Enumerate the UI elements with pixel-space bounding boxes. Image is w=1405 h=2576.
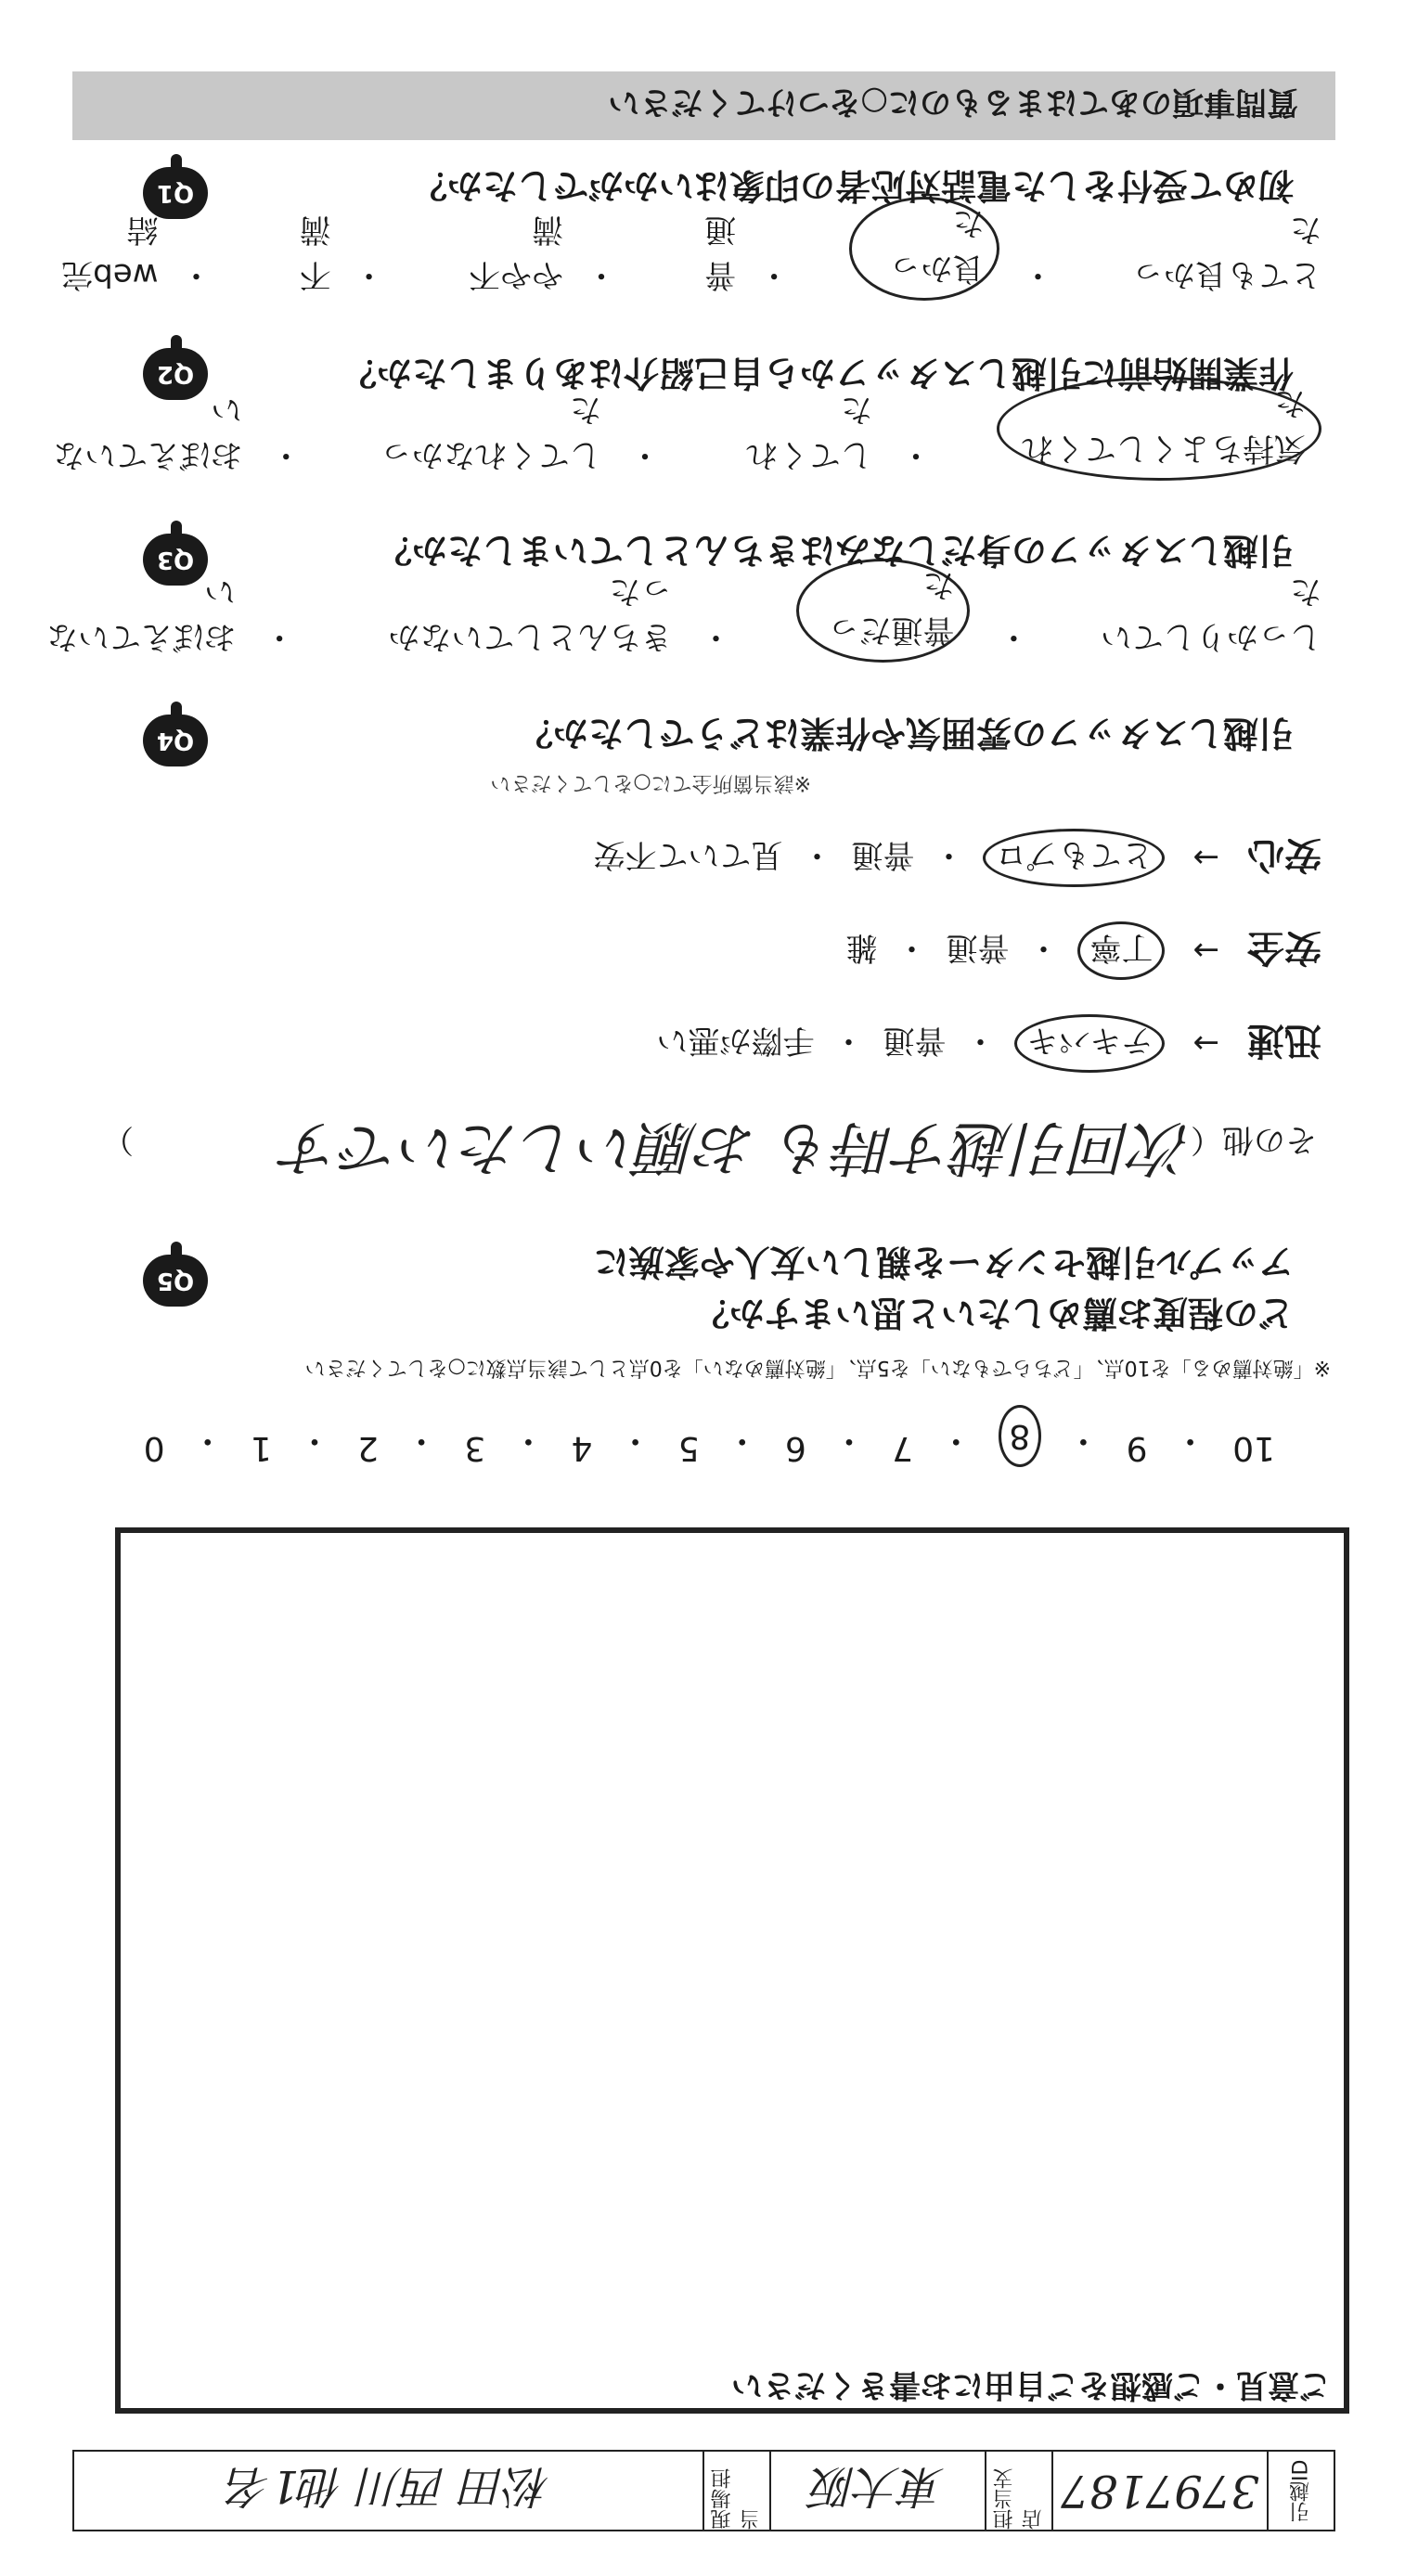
q4-other-close: ） xyxy=(102,1121,134,1158)
comment-title: ご意見・ご感想をご自由にお書きください xyxy=(731,2366,1331,2403)
q4-row-speed: 迅速 → テキパキ ・ 普通 ・ 手際が悪い xyxy=(657,1014,1322,1073)
q1-option[interactable]: web完結 xyxy=(61,211,159,293)
q4-option[interactable]: 見ていて不安 xyxy=(593,836,783,873)
q4-option-selected[interactable]: テキパキ xyxy=(1015,1014,1166,1073)
q2-option[interactable]: おぼえていない xyxy=(53,391,243,473)
scale-value-selected[interactable]: 8 xyxy=(999,1405,1041,1467)
scale-value[interactable]: 7 xyxy=(892,1429,914,1467)
q3-option[interactable]: おぼえていない xyxy=(46,573,237,655)
q4-option[interactable]: 手際が悪い xyxy=(656,1022,815,1059)
q1-options: とても良かった ・ 良かった ・ 普通 ・ やや不満 ・ 不満 ・ web完結 xyxy=(0,197,1321,301)
q3-icon: Q3 xyxy=(143,534,208,586)
branch-value: 東大阪 xyxy=(769,2452,985,2530)
scale-value[interactable]: 9 xyxy=(1126,1429,1148,1467)
q1-icon: Q1 xyxy=(143,167,208,219)
q4-option[interactable]: 普通 xyxy=(851,836,915,873)
q5-line2: どの程度お薦めしたいと思いますか？ xyxy=(693,1293,1294,1333)
q2-option[interactable]: してくれた xyxy=(746,391,872,473)
q4-note: ※該当箇所全てに○をしてください xyxy=(490,771,811,794)
leader-value: 松田 西川 他1名 xyxy=(226,2460,551,2513)
scale-value[interactable]: 5 xyxy=(677,1429,700,1467)
id-value: 3797187 xyxy=(1051,2452,1267,2530)
q2-option-selected[interactable]: 気持ちよくしてくれた xyxy=(997,377,1321,481)
q3-option-selected[interactable]: 普通だった xyxy=(796,559,970,663)
scale-value[interactable]: 10 xyxy=(1232,1429,1275,1467)
q2-question: 作業開始前に引越しスタッフから自己紹介はありましたか？ xyxy=(341,353,1294,393)
q3-options: しっかりしていた ・ 普通だった ・ きちんとしていなかった ・ おぼえていない xyxy=(0,559,1321,663)
instruction-banner: 質問事項のあてはまるものに○をつけてください xyxy=(72,71,1335,140)
q1-option[interactable]: 普通 xyxy=(704,211,737,293)
branch-label: 担当支店 xyxy=(985,2452,1051,2530)
q3-question: 引越しスタッフの身だしなみはきちんとしていましたか？ xyxy=(376,530,1294,571)
header-table xyxy=(72,2450,1335,2531)
q4-row-label: 安全 xyxy=(1247,926,1321,969)
scale-value[interactable]: 3 xyxy=(464,1429,486,1467)
q5-note: ※「絶対薦める」を10点、「どちらでもない」を5点、「絶対薦めない」を0点として該当点数に○をしてください xyxy=(304,1356,1331,1379)
q4-option-selected[interactable]: とてもプロ xyxy=(984,829,1166,887)
q4-other-handwriting: 次回引越す時も お願いしたいです xyxy=(281,1113,1192,1181)
scale-value[interactable]: 1 xyxy=(250,1429,272,1467)
q1-option[interactable]: 不満 xyxy=(299,211,331,293)
q4-option[interactable]: 普通 xyxy=(946,929,1010,966)
q4-row-label: 安心 xyxy=(1247,833,1321,876)
q5-line1: アップル引越センターを親しい友人や家族に xyxy=(593,1242,1294,1282)
q4-option[interactable]: 雑 xyxy=(845,929,878,966)
q4-other-label: その他（ xyxy=(1191,1121,1317,1158)
nps-scale: 10 ・ 9 ・ 8 ・ 7 ・ 6 ・ 5 ・ 4 ・ 3 ・ 2 ・ 1 ・ 0 xyxy=(143,1405,1275,1467)
scale-value[interactable]: 2 xyxy=(357,1429,380,1467)
q5-icon: Q5 xyxy=(143,1255,208,1307)
id-label: 引越ID xyxy=(1267,2452,1334,2530)
q4-option[interactable]: 普通 xyxy=(883,1022,947,1059)
scale-value[interactable]: 4 xyxy=(571,1429,593,1467)
q1-option-selected[interactable]: 良かった xyxy=(849,197,999,301)
q3-option[interactable]: しっかりしていた xyxy=(1101,573,1321,655)
leader-label: 現場担当 xyxy=(702,2452,769,2530)
q4-row-safety: 安全 → 丁寧 ・ 普通 ・ 雑 xyxy=(846,921,1322,980)
scale-value[interactable]: 0 xyxy=(143,1429,165,1467)
q4-icon: Q4 xyxy=(143,715,208,766)
q4-question: 引越しスタッフの雰囲気や作業はどうでしたか？ xyxy=(517,713,1294,753)
q4-row-trust: 安心 → とてもプロ ・ 普通 ・ 見ていて不安 xyxy=(594,829,1322,887)
q1-question: 初めて受付をした電話対応者の印象はいかがでしたか？ xyxy=(411,165,1294,206)
scale-value[interactable]: 6 xyxy=(784,1429,806,1467)
comment-box[interactable] xyxy=(115,1527,1349,2414)
q2-icon: Q2 xyxy=(143,348,208,400)
q2-option[interactable]: してくれなかった xyxy=(380,391,601,473)
q1-option[interactable]: やや不満 xyxy=(468,211,563,293)
q1-option[interactable]: とても良かった xyxy=(1132,211,1321,293)
q4-option-selected[interactable]: 丁寧 xyxy=(1078,921,1166,980)
q2-options: 気持ちよくしてくれた ・ してくれた ・ してくれなかった ・ おぼえていない xyxy=(0,377,1321,481)
q4-row-label: 迅速 xyxy=(1247,1019,1321,1062)
q3-option[interactable]: きちんとしていなかった xyxy=(388,573,673,655)
